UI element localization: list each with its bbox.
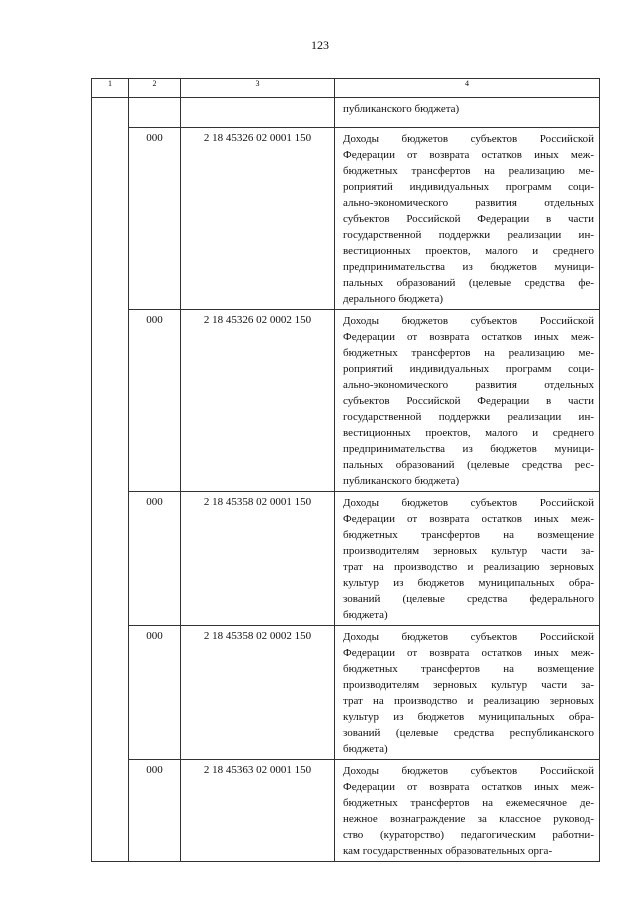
header-col-4: 4 xyxy=(335,79,600,98)
budget-code: 2 18 45358 02 0001 150 xyxy=(181,492,335,626)
col-1-merged-cell xyxy=(92,98,129,862)
description-line: трат на производство и реализацию зерновых xyxy=(343,695,594,707)
description-line: Федерации от возврата остатков иных меж- xyxy=(343,149,594,161)
budget-table xyxy=(91,78,600,862)
description-line: публиканского бюджета) xyxy=(343,103,460,115)
header-col-1: 1 xyxy=(92,79,129,98)
description xyxy=(335,492,600,626)
description-line: пальных образований (целевые средства рес- xyxy=(343,459,594,471)
header-col-2: 2 xyxy=(129,79,181,98)
row-number: 000 xyxy=(129,128,181,310)
description-line: субъектов Российской Федерации в части xyxy=(343,213,594,225)
description-line: ально-экономического развития отдельных xyxy=(343,197,594,209)
continuation-code xyxy=(181,98,335,128)
description-line: роприятий индивидуальных программ соци- xyxy=(343,181,594,193)
description-line: Доходы бюджетов субъектов Российской xyxy=(343,497,594,509)
description-line: бюджетных трансфертов на реализацию ме- xyxy=(343,165,594,177)
description-line: производителям зерновых культур части за- xyxy=(343,545,594,557)
description-line: бюджета) xyxy=(343,743,388,755)
description-line: Федерации от возврата остатков иных меж- xyxy=(343,781,594,793)
table-row xyxy=(92,310,600,492)
description-line: Доходы бюджетов субъектов Российской xyxy=(343,133,594,145)
row-number: 000 xyxy=(129,310,181,492)
description-line: ство (кураторство) педагогическим работни- xyxy=(343,829,594,841)
description-line: бюджетных трансфертов на возмещение xyxy=(343,663,594,675)
row-number: 000 xyxy=(129,626,181,760)
description xyxy=(335,760,600,862)
continuation-row xyxy=(92,98,600,128)
row-number: 000 xyxy=(129,760,181,862)
budget-code: 2 18 45326 02 0002 150 xyxy=(181,310,335,492)
table-row xyxy=(92,128,600,310)
header-row xyxy=(92,79,600,98)
description-line: зований (целевые средства федерального xyxy=(343,593,594,605)
description-line: государственной поддержки реализации ин- xyxy=(343,229,594,241)
row-number: 000 xyxy=(129,492,181,626)
description-line: нежное вознаграждение за классное руковод- xyxy=(343,813,594,825)
description-line: бюджета) xyxy=(343,609,388,621)
description-line: ально-экономического развития отдельных xyxy=(343,379,594,391)
description-line: предпринимательства из бюджетов муници- xyxy=(343,261,594,273)
budget-code: 2 18 45358 02 0002 150 xyxy=(181,626,335,760)
description-line: дерального бюджета) xyxy=(343,293,444,305)
description-line: публиканского бюджета) xyxy=(343,475,460,487)
description-line: производителям зерновых культур части за- xyxy=(343,679,594,691)
table-row xyxy=(92,760,600,862)
description-line: кам государственных образовательных орга- xyxy=(343,845,553,857)
description-line: субъектов Российской Федерации в части xyxy=(343,395,594,407)
description-line: бюджетных трансфертов на ежемесячное де- xyxy=(343,797,594,809)
description-line: предпринимательства из бюджетов муници- xyxy=(343,443,594,455)
description-line: бюджетных трансфертов на реализацию ме- xyxy=(343,347,594,359)
description xyxy=(335,626,600,760)
description-line: культур из бюджетов муниципальных обра- xyxy=(343,711,594,723)
continuation-description xyxy=(335,98,600,128)
description-line: Доходы бюджетов субъектов Российской xyxy=(343,765,594,777)
description-line: зований (целевые средства республиканского xyxy=(343,727,594,739)
page-number: 123 xyxy=(311,38,329,52)
description-line: пальных образований (целевые средства фе- xyxy=(343,277,594,289)
description-line: трат на производство и реализацию зерновых xyxy=(343,561,594,573)
description-line: вестиционных проектов, малого и среднего xyxy=(343,245,594,257)
description-line: роприятий индивидуальных программ соци- xyxy=(343,363,594,375)
header-col-3: 3 xyxy=(181,79,335,98)
budget-code: 2 18 45363 02 0001 150 xyxy=(181,760,335,862)
description-line: бюджетных трансфертов на возмещение xyxy=(343,529,594,541)
description-line: государственной поддержки реализации ин- xyxy=(343,411,594,423)
description-line: Федерации от возврата остатков иных меж- xyxy=(343,513,594,525)
budget-code: 2 18 45326 02 0001 150 xyxy=(181,128,335,310)
description-line: культур из бюджетов муниципальных обра- xyxy=(343,577,594,589)
description-line: вестиционных проектов, малого и среднего xyxy=(343,427,594,439)
description-line: Федерации от возврата остатков иных меж- xyxy=(343,331,594,343)
description-line: Доходы бюджетов субъектов Российской xyxy=(343,315,594,327)
table-row xyxy=(92,492,600,626)
continuation-num xyxy=(129,98,181,128)
description-line: Доходы бюджетов субъектов Российской xyxy=(343,631,594,643)
description xyxy=(335,128,600,310)
description xyxy=(335,310,600,492)
description-line: Федерации от возврата остатков иных меж- xyxy=(343,647,594,659)
table-row xyxy=(92,626,600,760)
